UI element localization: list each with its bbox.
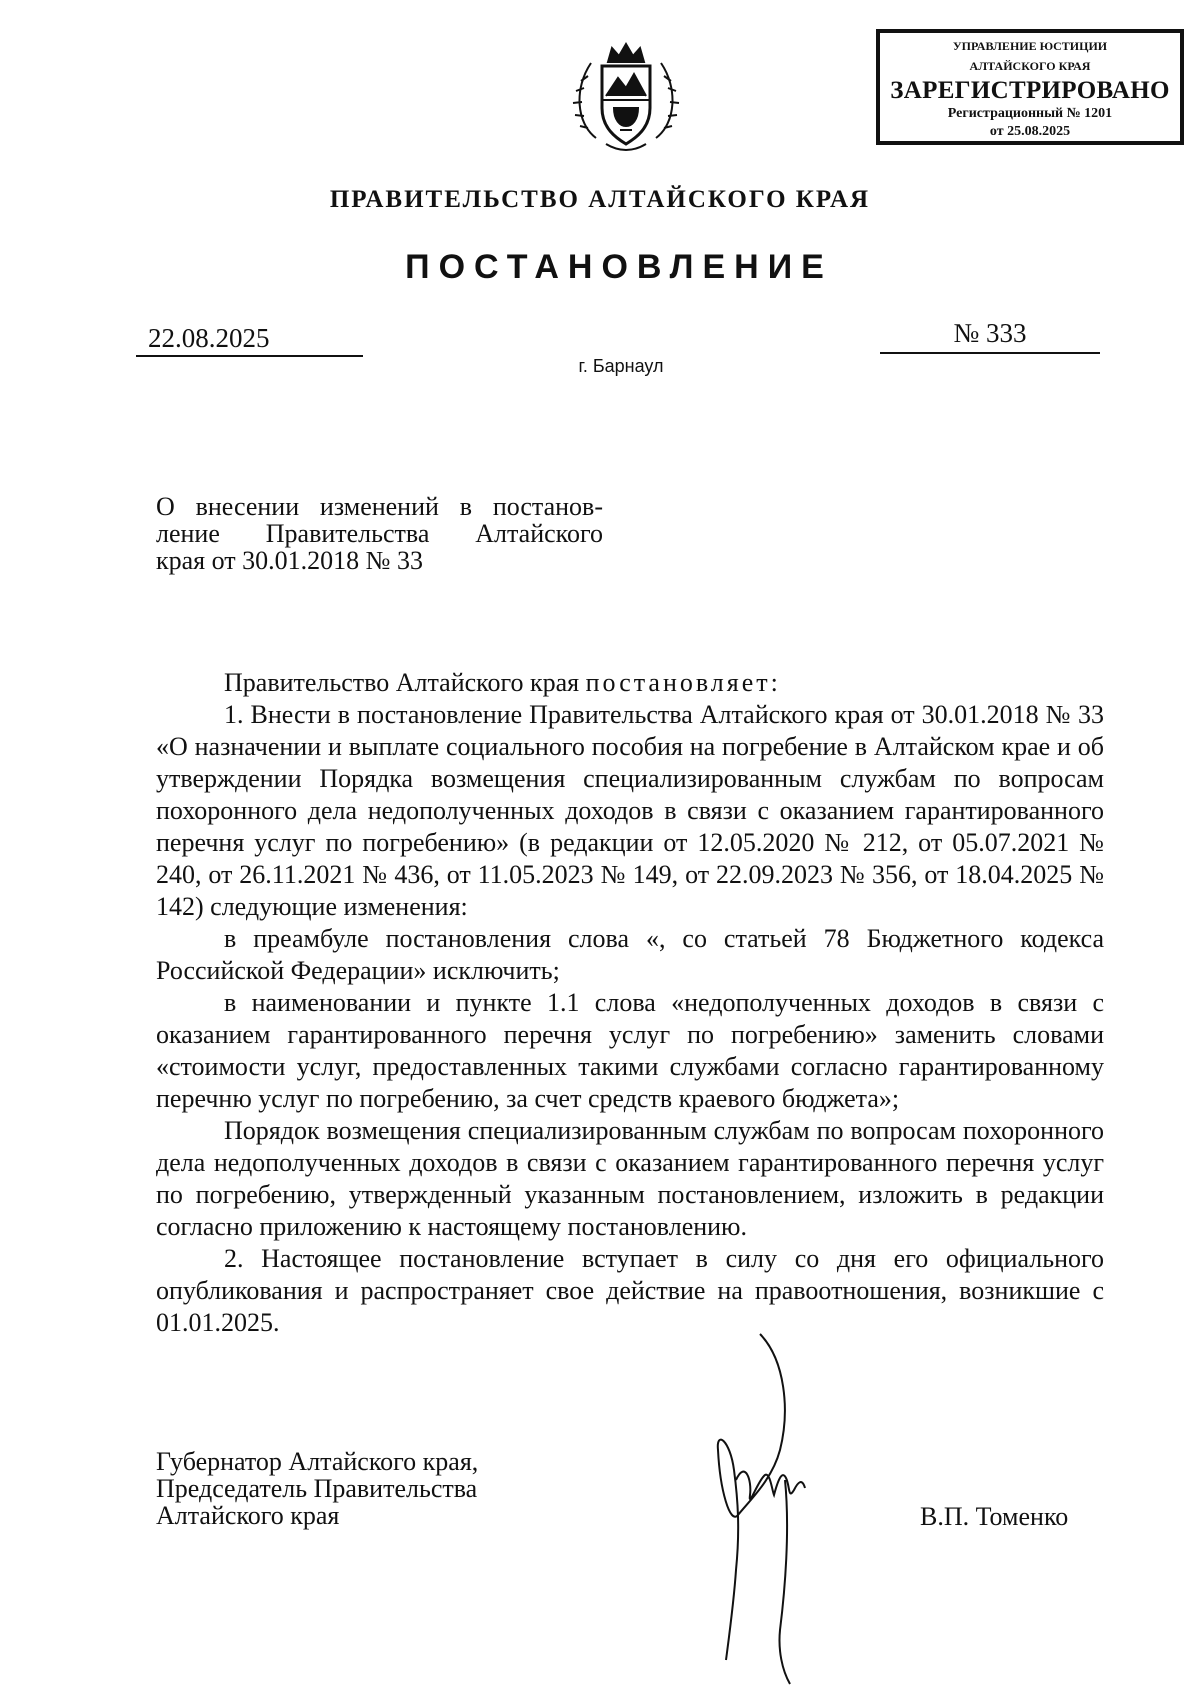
paragraph-procedure-change: Порядок возмещения специализированным службам по вопросам похоронного дела недополученных доходов в связи с оказанием гарантированного перечня услуг по погребению, утвержденный указанным постановлением, изложить в редакции согласно приложению к настоящему постановлению.	[156, 1116, 1104, 1241]
stamp-org-line2: АЛТАЙСКОГО КРАЯ	[969, 59, 1091, 73]
stamp-reg-date: от 25.08.2025	[989, 124, 1071, 139]
subject-line: края от 30.01.2018 № 33	[156, 546, 423, 575]
document-number: № 333	[880, 318, 1100, 354]
signatory-line: Председатель Правительства	[156, 1474, 478, 1503]
signatory-line: Губернатор Алтайского края,	[156, 1447, 479, 1476]
paragraph-title-change: в наименовании и пункте 1.1 слова «недополученных доходов в связи с оказанием гарантированного перечня услуг по погребению» заменить словами «стоимости услуг, предоставленных такими службами согласно гарантированному перечню услуг по погребению, за счет средств краевого бюджета»;	[156, 988, 1104, 1113]
handwritten-signature	[690, 1330, 820, 1686]
paragraph-preamble-change: в преамбуле постановления слова «, со статьей 78 Бюджетного кодекса Российской Федерации» исключить;	[156, 924, 1104, 985]
stamp-reg-number: Регистрационный № 1201	[947, 106, 1113, 121]
stamp-org-line1: УПРАВЛЕНИЕ ЮСТИЦИИ	[952, 39, 1108, 53]
signatory-line: Алтайского края	[156, 1501, 340, 1530]
document-date: 22.08.2025	[136, 323, 363, 357]
signer-name: В.П. Томенко	[920, 1502, 1069, 1531]
coat-of-arms-emblem	[566, 38, 686, 158]
document-body	[156, 667, 1104, 1339]
document-subject	[156, 493, 603, 574]
stamp-status: ЗАРЕГИСТРИРОВАНО	[890, 77, 1170, 104]
signatory-position	[156, 1448, 478, 1529]
intro-decree-word: постановляет:	[585, 668, 781, 697]
document-city: г. Барнаул	[578, 356, 664, 376]
subject-line: О внесении изменений в постанов-	[156, 492, 603, 521]
intro-paragraph	[156, 667, 1104, 699]
subject-line: ление Правительства Алтайского	[156, 519, 603, 548]
document-type-title: ПОСТАНОВЛЕНИЕ	[405, 248, 833, 286]
government-heading: ПРАВИТЕЛЬСТВО АЛТАЙСКОГО КРАЯ	[329, 186, 871, 213]
paragraph-item-2: 2. Настоящее постановление вступает в силу со дня его официального опубликования и распространяет свое действие на правоотношения, возникшие с 01.01.2025.	[156, 1244, 1104, 1337]
paragraph-item-1: 1. Внести в постановление Правительства Алтайского края от 30.01.2018 № 33 «О назначении и выплате социального пособия на погребение в Алтайском крае и об утверждении Порядка возмещения специализированным службам по вопросам похоронного дела недополученных доходов в связи с оказанием гарантированного перечня услуг по погребению» (в редакции от 12.05.2020 № 212, от 05.07.2021 № 240, от 26.11.2021 № 436, от 11.05.2023 № 149, от 22.09.2023 № 356, от 18.04.2025 № 142) следующие изменения:	[156, 700, 1104, 921]
intro-prefix: Правительство Алтайского края	[224, 668, 586, 697]
registration-stamp	[876, 29, 1184, 145]
